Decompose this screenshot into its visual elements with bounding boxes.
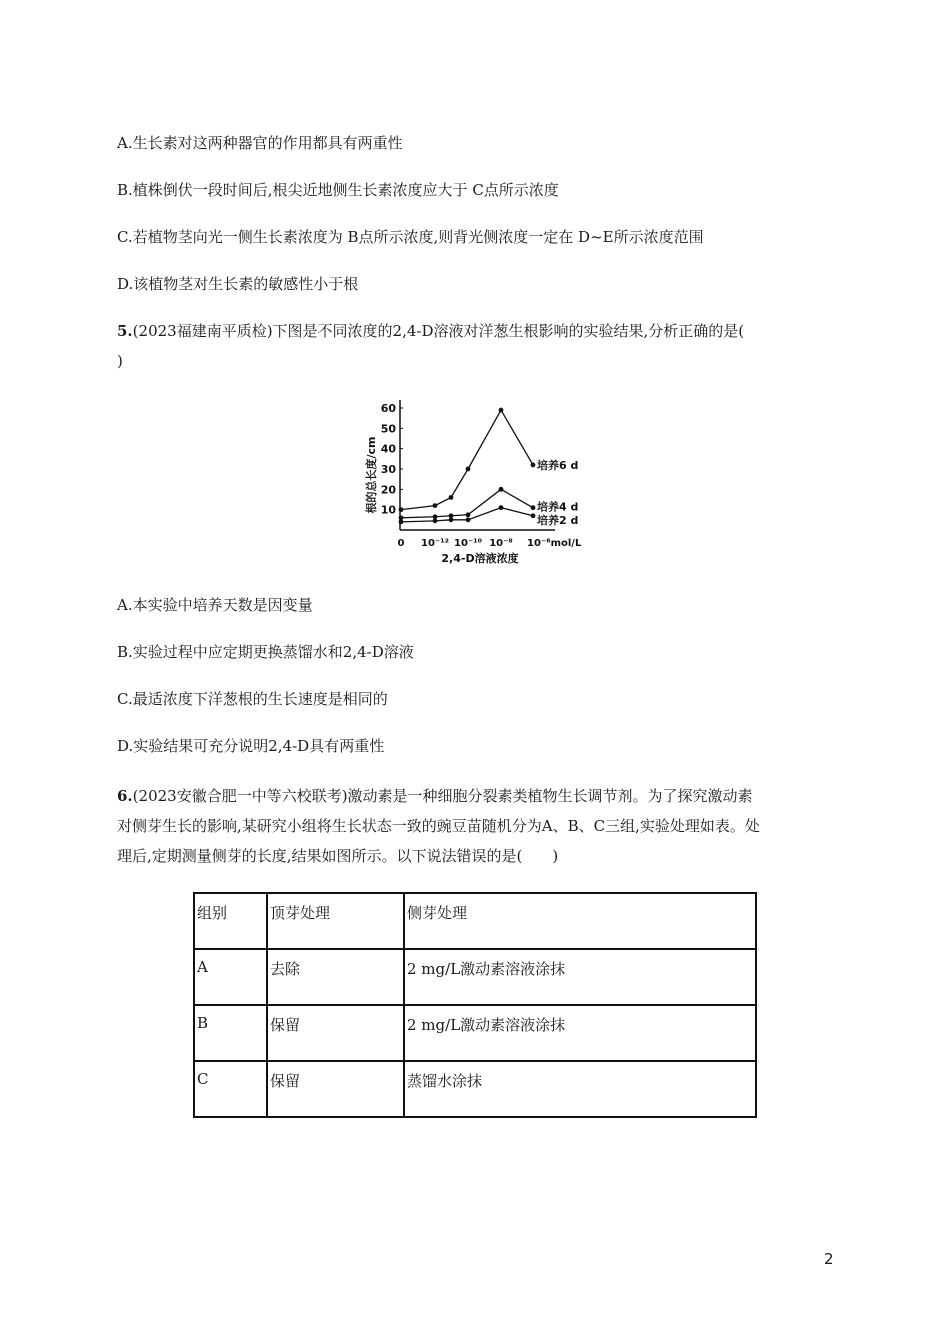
data-point [433, 503, 438, 508]
data-point [466, 512, 471, 517]
series-label: 培养4 d [537, 500, 579, 514]
table-header-cell: 侧芽处理 [404, 893, 756, 949]
data-point [531, 513, 536, 518]
q4-option-d: D.该植物茎对生长素的敏感性小于根 [117, 275, 359, 293]
table-cell: C [194, 1061, 267, 1117]
q4-option-b: B.植株倒伏一段时间后,根尖近地侧生长素浓度应大于 C点所示浓度 [117, 181, 559, 199]
table-cell: 保留 [267, 1061, 404, 1117]
data-point [499, 487, 504, 492]
data-point [531, 463, 536, 468]
chart-series [399, 408, 536, 525]
q5-text: (2023福建南平质检)下图是不同浓度的2,4-D溶液对洋葱生根影响的实验结果,分析正确的是( [132, 322, 745, 340]
series-label: 培养6 d [537, 458, 579, 472]
table-row [194, 949, 756, 1005]
q5-option-b: B.实验过程中应定期更换蒸馏水和2,4-D溶液 [117, 643, 414, 661]
y-tick-label: 20 [380, 483, 396, 497]
table-cell: 2 mg/L激动素溶液涂抹 [404, 1005, 756, 1061]
y-axis-title: 根的总长度/cm [365, 436, 378, 514]
data-point [499, 505, 504, 510]
y-tick-label: 10 [380, 503, 396, 517]
q5-option-c: C.最适浓度下洋葱根的生长速度是相同的 [117, 690, 388, 708]
q5-option-d: D.实验结果可充分说明2,4-D具有两重性 [117, 737, 385, 755]
y-tick-label: 30 [380, 463, 396, 476]
table-cell: 保留 [267, 1005, 404, 1061]
x-tick-label: 10⁻¹⁰ [454, 538, 482, 549]
q5-text-end: ) [117, 352, 123, 370]
x-tick-label: 10⁻⁶mol/L [527, 538, 582, 549]
q5-stem [117, 316, 837, 376]
treatment-table [193, 892, 757, 1118]
q5-number: 5. [117, 322, 133, 340]
q4-option-a: A.生长素对这两种器官的作用都具有两重性 [117, 134, 403, 152]
root-length-chart [355, 390, 615, 575]
y-tick-label: 40 [380, 442, 396, 456]
q6-stem [117, 781, 837, 871]
series-label: 培养2 d [537, 513, 579, 527]
x-tick-label: 10⁻¹² [421, 538, 449, 549]
y-tick-label: 60 [380, 402, 396, 415]
data-point [449, 495, 454, 500]
data-point [399, 519, 404, 524]
table-cell: 去除 [267, 949, 404, 1005]
chart-axes [364, 400, 582, 565]
x-axis-title: 2,4-D溶液浓度 [441, 552, 519, 565]
chart-labels [537, 458, 578, 527]
x-tick-label: 0 [397, 538, 405, 549]
data-point [449, 517, 454, 522]
page-number: 2 [824, 1250, 834, 1268]
table-cell: A [194, 949, 267, 1005]
table-cell: B [194, 1005, 267, 1061]
table-cell: 2 mg/L激动素溶液涂抹 [404, 949, 756, 1005]
series-line [401, 410, 533, 510]
x-tick-label: 10⁻⁸ [489, 538, 513, 549]
table-header-row [194, 893, 756, 949]
data-point [433, 518, 438, 523]
data-point [399, 507, 404, 512]
q5-option-a: A.本实验中培养天数是因变量 [117, 596, 313, 614]
data-point [499, 408, 504, 413]
q6-number: 6. [117, 787, 133, 805]
data-point [531, 505, 536, 510]
q6-line-1: (2023安徽合肥一中等六校联考)激动素是一种细胞分裂素类植物生长调节剂。为了探究激动素 [132, 787, 753, 805]
q6-line-2: 对侧芽生长的影响,某研究小组将生长状态一致的豌豆苗随机分为A、B、C三组,实验处理如表。处 [117, 817, 760, 835]
data-point [466, 517, 471, 522]
table-header-cell: 组别 [194, 893, 267, 949]
q4-option-c: C.若植物茎向光一侧生长素浓度为 B点所示浓度,则背光侧浓度一定在 D~E所示浓度范围 [117, 228, 704, 246]
table-header-cell: 顶芽处理 [267, 893, 404, 949]
q6-line-3: 理后,定期测量侧芽的长度,结果如图所示。以下说法错误的是( ) [117, 847, 559, 865]
y-tick-label: 50 [380, 422, 396, 436]
table-cell: 蒸馏水涂抹 [404, 1061, 756, 1117]
data-point [466, 467, 471, 472]
table-row [194, 1061, 756, 1117]
table-row [194, 1005, 756, 1061]
